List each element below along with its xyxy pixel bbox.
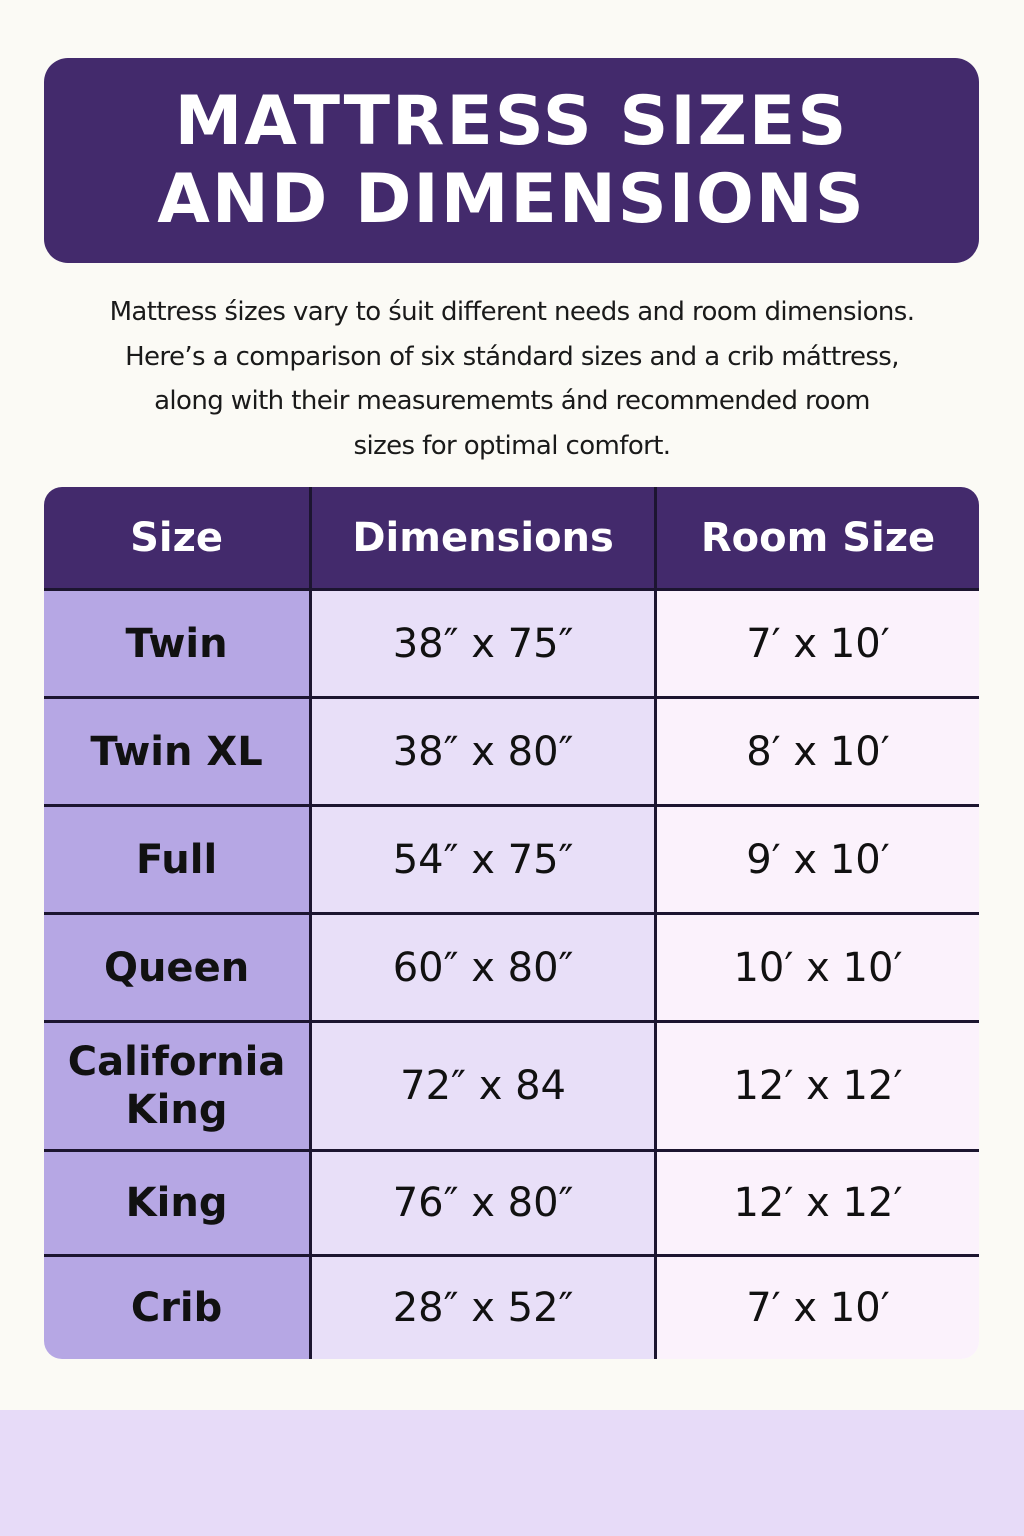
header-size: Size	[130, 514, 224, 561]
table-row	[44, 1152, 979, 1257]
table-header-row	[44, 487, 979, 591]
cell-dimensions: 76″ x 80″	[309, 1152, 654, 1254]
size-label: California	[67, 1039, 286, 1085]
intro-line: Here’s a comparison of six stándard sizes and a crib máttress,	[125, 341, 899, 372]
table-row	[44, 1257, 979, 1359]
cell-size	[44, 915, 309, 1020]
intro-line: Mattress śizes vary to śuit different needs and room dimensions.	[109, 297, 915, 327]
cell-room-size: 10′ x 10′	[654, 915, 979, 1020]
cell-dimensions: 38″ x 75″	[309, 591, 654, 696]
size-label: Twin	[125, 620, 228, 667]
size-label: King	[125, 1180, 228, 1226]
table-row	[44, 699, 979, 807]
header-dimensions: Dimensions	[309, 487, 654, 588]
size-label: Twin XL	[90, 728, 263, 775]
header-room-size: Room Size	[654, 487, 979, 588]
cell-room-size: 8′ x 10′	[654, 699, 979, 804]
cell-room-size: 9′ x 10′	[654, 807, 979, 912]
size-label: Queen	[103, 944, 250, 991]
cell-size	[44, 699, 309, 804]
table-row	[44, 1023, 979, 1152]
size-label: Full	[135, 836, 218, 883]
intro-line: along with their measurememts ánd recommended room	[154, 386, 870, 416]
page-title-line-1: MATTRESS SIZES	[174, 81, 849, 161]
size-label: Crib	[130, 1285, 223, 1331]
size-label: King	[125, 1087, 228, 1133]
cell-size	[44, 1257, 309, 1359]
cell-dimensions: 28″ x 52″	[309, 1257, 654, 1359]
table-row	[44, 915, 979, 1023]
cell-size	[44, 807, 309, 912]
cell-dimensions: 54″ x 75″	[309, 807, 654, 912]
cell-size	[44, 1023, 309, 1149]
page-title-line-2: AND DIMENSIONS	[157, 159, 866, 239]
title-banner	[44, 58, 979, 263]
bottom-band	[0, 1410, 1024, 1536]
cell-size	[44, 1152, 309, 1254]
intro-paragraph	[40, 290, 984, 468]
cell-dimensions: 72″ x 84	[309, 1023, 654, 1149]
cell-room-size: 7′ x 10′	[654, 1257, 979, 1359]
cell-room-size: 7′ x 10′	[654, 591, 979, 696]
cell-room-size: 12′ x 12′	[654, 1023, 979, 1149]
table-row	[44, 807, 979, 915]
intro-line: sizes for optimal comfort.	[353, 430, 671, 461]
cell-room-size: 12′ x 12′	[654, 1152, 979, 1254]
mattress-size-table	[44, 487, 979, 1359]
cell-dimensions: 38″ x 80″	[309, 699, 654, 804]
table-row	[44, 591, 979, 699]
cell-dimensions: 60″ x 80″	[309, 915, 654, 1020]
cell-size	[44, 591, 309, 696]
